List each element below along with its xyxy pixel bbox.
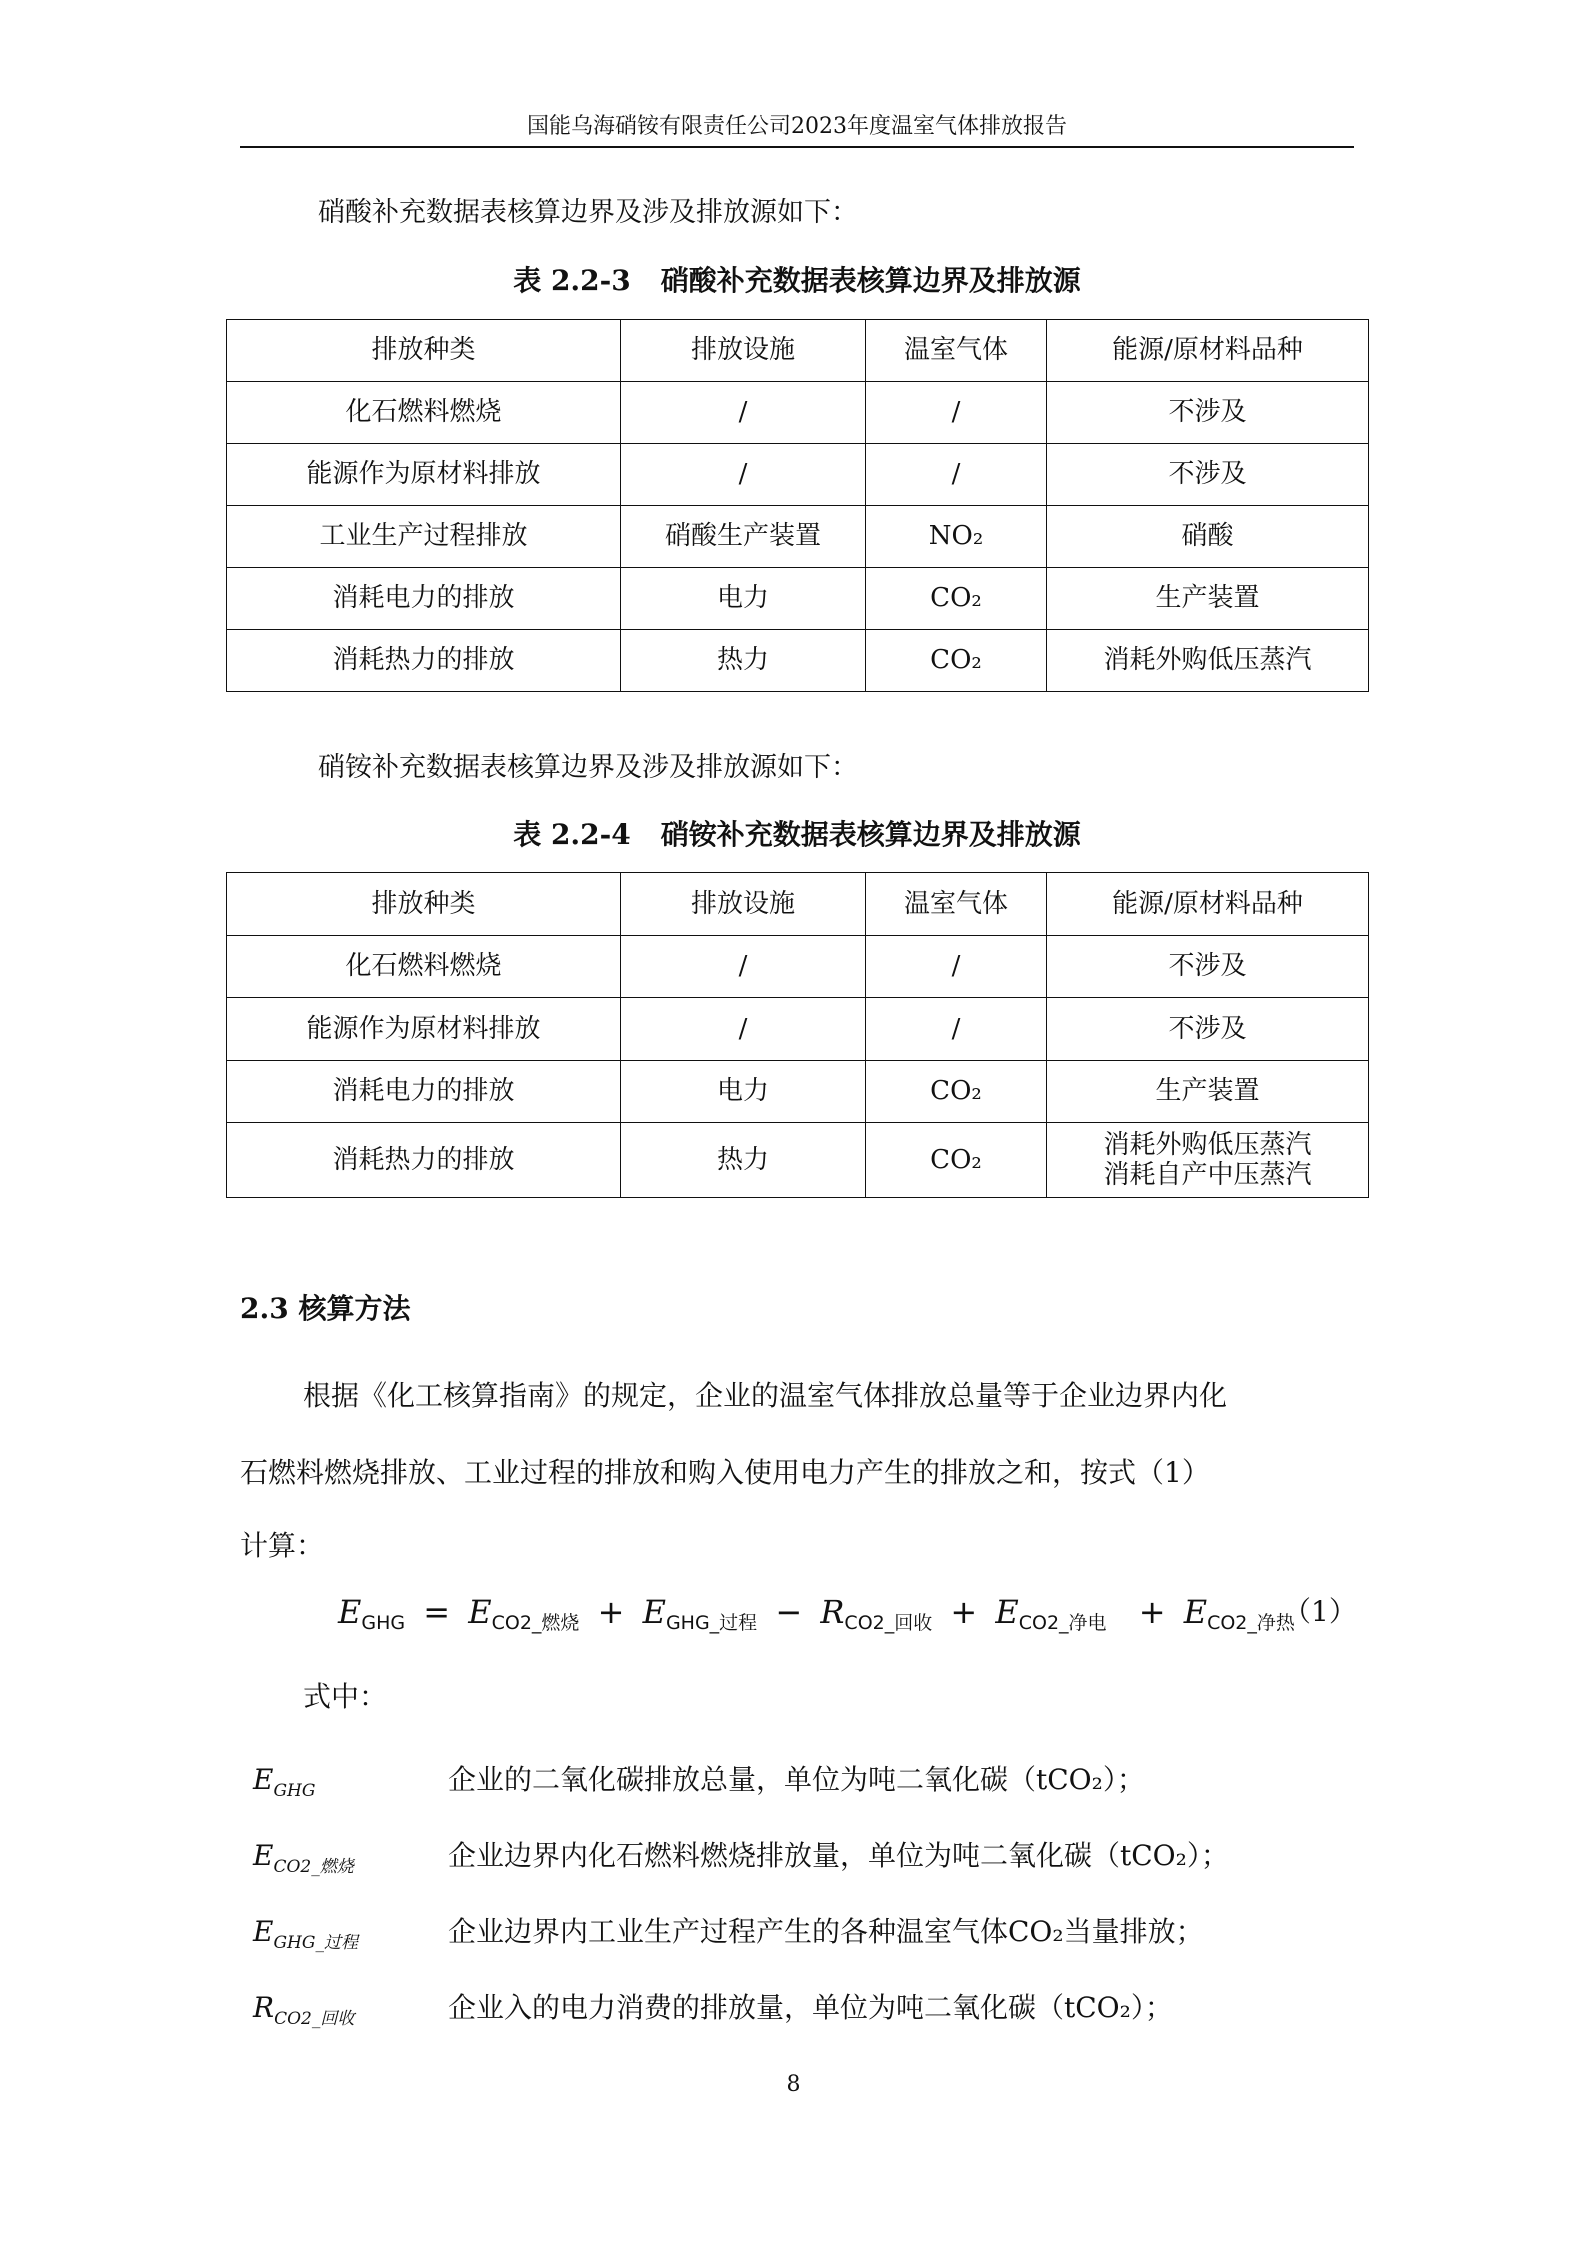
- formula-sub: CO2_净热: [1207, 1612, 1295, 1634]
- table3: [226, 319, 1369, 692]
- formula-sub: CO2_净电: [1018, 1612, 1107, 1634]
- formula-operator: +: [950, 1593, 978, 1631]
- table4: [226, 872, 1369, 1198]
- table-row: [227, 382, 1369, 444]
- table-cell: 不涉及: [1047, 444, 1369, 506]
- table-row: [227, 630, 1369, 692]
- table-cell: 电力: [621, 568, 866, 630]
- table-cell: 硝酸生产装置: [621, 506, 866, 568]
- formula-sub: GHG_过程: [665, 1612, 758, 1634]
- table3-header-cell: 排放种类: [227, 320, 621, 382]
- formula-sub: CO2_燃烧: [491, 1612, 580, 1634]
- table4-header-row: [227, 873, 1369, 936]
- definition-text: 企业入的电力消费的排放量，单位为吨二氧化碳（tCO₂）；: [448, 1991, 1173, 2024]
- table-cell: /: [866, 936, 1047, 998]
- table4-header-cell: 排放种类: [227, 873, 621, 936]
- body-paragraph-line: 计算：: [240, 1529, 325, 1562]
- table-cell: 能源作为原材料排放: [227, 444, 621, 506]
- table-row: [227, 936, 1369, 998]
- table-cell: 消耗热力的排放: [227, 630, 621, 692]
- header-rule: [240, 146, 1354, 148]
- table4-intro: 硝铵补充数据表核算边界及涉及排放源如下：: [318, 752, 858, 783]
- definition-text: 企业边界内工业生产过程产生的各种温室气体CO₂当量排放；: [448, 1915, 1204, 1948]
- symbol-subscript: CO2_回收: [274, 2009, 355, 2029]
- table-cell: CO₂: [866, 1061, 1047, 1123]
- table-cell: 消耗电力的排放: [227, 1061, 621, 1123]
- table-cell: 消耗热力的排放: [227, 1123, 621, 1198]
- table-row: [227, 1061, 1369, 1123]
- definition-symbol: [253, 1838, 354, 1885]
- formula-operator: +: [1138, 1593, 1166, 1631]
- table-cell: /: [621, 444, 866, 506]
- table3-title: 硝酸补充数据表核算边界及排放源: [660, 264, 1081, 297]
- table-row: [227, 506, 1369, 568]
- table-cell: /: [866, 382, 1047, 444]
- table-cell: CO₂: [866, 568, 1047, 630]
- definition-symbol: [253, 1990, 354, 2037]
- formula-operator: −: [775, 1593, 803, 1631]
- symbol-letter: E: [253, 1839, 274, 1872]
- formula-operator: =: [423, 1593, 451, 1631]
- table3-header-cell: 温室气体: [866, 320, 1047, 382]
- table-row: [227, 998, 1369, 1061]
- table3-header-row: [227, 320, 1369, 382]
- table-cell: CO₂: [866, 1123, 1047, 1198]
- formula-var: E: [338, 1593, 362, 1631]
- cell-line: 消耗自产中压蒸汽: [1103, 1160, 1312, 1190]
- symbol-subscript: GHG: [273, 1781, 316, 1801]
- formula-var: R: [820, 1593, 845, 1631]
- symbol-letter: E: [253, 1915, 274, 1948]
- table-cell: 生产装置: [1047, 1061, 1369, 1123]
- emissions-formula: [338, 1592, 1295, 1643]
- table-row: [227, 444, 1369, 506]
- definition-row: [253, 1914, 1363, 1954]
- formula-var: E: [468, 1593, 492, 1631]
- table4-header-cell: 温室气体: [866, 873, 1047, 936]
- definition-row: [253, 1838, 1363, 1878]
- table-cell: 化石燃料燃烧: [227, 382, 621, 444]
- table-cell: 工业生产过程排放: [227, 506, 621, 568]
- table-cell: 能源作为原材料排放: [227, 998, 621, 1061]
- table-cell: 硝酸: [1047, 506, 1369, 568]
- body-paragraph-line: 石燃料燃烧排放、工业过程的排放和购入使用电力产生的排放之和，按式（1）: [240, 1456, 1210, 1489]
- definition-symbol: [253, 1762, 315, 1809]
- table4-title: 硝铵补充数据表核算边界及排放源: [660, 818, 1081, 851]
- symbol-letter: R: [253, 1991, 275, 2024]
- cell-line: 消耗外购低压蒸汽: [1103, 1130, 1312, 1160]
- symbol-letter: E: [253, 1763, 274, 1796]
- table-cell: 生产装置: [1047, 568, 1369, 630]
- table4-header-cell: 排放设施: [621, 873, 866, 936]
- table-cell: 热力: [621, 1123, 866, 1198]
- table-cell: /: [866, 444, 1047, 506]
- table4-number: 表 2.2-4: [513, 818, 631, 851]
- table3-header-cell: 排放设施: [621, 320, 866, 382]
- page-header-title: 国能乌海硝铵有限责任公司2023年度温室气体排放报告: [527, 114, 1067, 139]
- table-cell: /: [621, 998, 866, 1061]
- symbol-subscript: GHG_过程: [273, 1933, 358, 1953]
- table-cell: CO₂: [866, 630, 1047, 692]
- table-cell: /: [866, 998, 1047, 1061]
- formula-operator: +: [597, 1593, 625, 1631]
- definition-row: [253, 1762, 1363, 1802]
- table-cell: 不涉及: [1047, 936, 1369, 998]
- table4-caption: [240, 817, 1354, 853]
- definition-text: 企业边界内化石燃料燃烧排放量，单位为吨二氧化碳（tCO₂）；: [448, 1839, 1229, 1872]
- table-row: [227, 568, 1369, 630]
- table4-header-cell: 能源/原材料品种: [1047, 873, 1369, 936]
- table3-number: 表 2.2-3: [513, 264, 631, 297]
- table-cell: 热力: [621, 630, 866, 692]
- table-cell-multiline: [1047, 1123, 1369, 1198]
- page-number: 8: [786, 2072, 801, 2097]
- definition-text: 企业的二氧化碳排放总量，单位为吨二氧化碳（tCO₂）；: [448, 1763, 1145, 1796]
- table-cell: /: [621, 382, 866, 444]
- table-cell: 电力: [621, 1061, 866, 1123]
- table-cell: 化石燃料燃烧: [227, 936, 621, 998]
- definition-row: [253, 1990, 1363, 2030]
- definition-symbol: [253, 1914, 358, 1961]
- table-cell: 消耗电力的排放: [227, 568, 621, 630]
- table-cell: 不涉及: [1047, 998, 1369, 1061]
- formula-sub: CO2_回收: [844, 1612, 933, 1634]
- formula-var: E: [995, 1593, 1019, 1631]
- table3-caption: [240, 263, 1354, 299]
- table3-intro: 硝酸补充数据表核算边界及涉及排放源如下：: [318, 197, 858, 228]
- where-label: 式中：: [303, 1680, 388, 1713]
- body-paragraph-line: 根据《化工核算指南》的规定，企业的温室气体排放总量等于企业边界内化: [303, 1379, 1228, 1412]
- symbol-subscript: CO2_燃烧: [273, 1857, 354, 1877]
- section-heading: 2.3 核算方法: [240, 1292, 411, 1325]
- equation-number: （1）: [1283, 1595, 1357, 1628]
- table-cell: 消耗外购低压蒸汽: [1047, 630, 1369, 692]
- table3-header-cell: 能源/原材料品种: [1047, 320, 1369, 382]
- table-cell: /: [621, 936, 866, 998]
- formula-var: E: [1183, 1593, 1208, 1631]
- formula-sub: GHG: [361, 1612, 406, 1634]
- formula-var: E: [642, 1593, 666, 1631]
- table-cell: NO₂: [866, 506, 1047, 568]
- table-row: [227, 1123, 1369, 1198]
- table-cell: 不涉及: [1047, 382, 1369, 444]
